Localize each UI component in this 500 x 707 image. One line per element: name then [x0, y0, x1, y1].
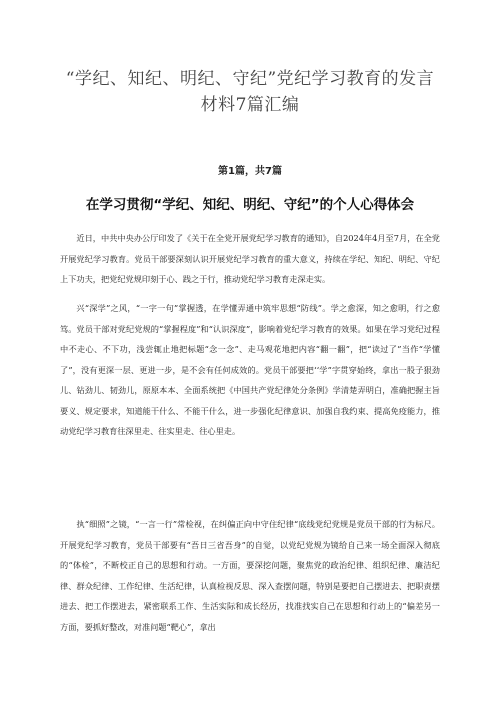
- section-title: 在学习贯彻“学纪、知纪、明纪、守纪”的个人心得体会: [85, 197, 415, 213]
- paragraph-1: 近日，中共中央办公厅印发了《关于在全党开展党纪学习教育的通知》，自2024年4月至7月，在全党开展党纪学习教育。党员干部要深刻认识开展党纪学习教育的重大意义，持续在学纪、知纪、明纪、守纪上下功夫，把党纪党规印刻于心、践之于行，推动党纪学习教育走深走实。: [60, 233, 440, 284]
- paragraph-3: 执“细照”之镜，“一言一行”常检视，在纠偏正向中守住纪律“底线党纪党规是党员干部的行为标尺。开展党纪学习教育，党员干部要有“吾日三省吾身”的自觉，以党纪党规为镜给自己来一场全面深入彻底的“体检”，不断校正自己的思想和行动。一方面，要深挖问题，聚焦党的政治纪律、组织纪律、廉洁纪律、群众纪律、工作纪律、生活纪律，认真检视反思、深入查摆问题，特别是要把自己摆进去、把职责摆进去、把工作摆进去，紧密联系工作、生活实际和成长经历，找准找实自己在思想和行动上的“偏差另一方面，要抓好整改，对准问题“靶心”，拿出: [60, 519, 440, 632]
- document-title-line-1: “学纪、知纪、明纪、守纪”党纪学习教育的发言: [65, 69, 435, 89]
- document-title: [40, 66, 460, 118]
- paragraph-2: 兴“深学”之风，“一字一句”掌握透，在学懂弄通中筑牢思想“防线”。学之愈深，知之愈明，行之愈笃。党员干部对党纪党规的“掌握程度”和“认识深度”，影响着党纪学习教育的效果。如果在学习党纪过程中不走心、不下功，浅尝辄止地把标题“念一念”、走马观花地把内容“翻一翻”，把“读过了”当作“学懂了”，没有更深一层、更进一步，是不会有任何成效的。党员干部要把‘‘学”字贯穿始终，拿出一股子狠劲儿、钻劲儿、韧劲儿，原原本本、全面系统把《中国共产党纪律处分条例》学清楚弄明白，准确把握主旨要义、规定要求，知道能干什么、不能干什么，进一步强化纪律意识、加强自我约束、提高免疫能力，推动党纪学习教育往深里走、往实里走、往心里走。: [60, 303, 440, 436]
- part-label: 第1篇，共7篇: [218, 166, 282, 177]
- document-title-line-2: 材料7篇汇编: [200, 95, 300, 115]
